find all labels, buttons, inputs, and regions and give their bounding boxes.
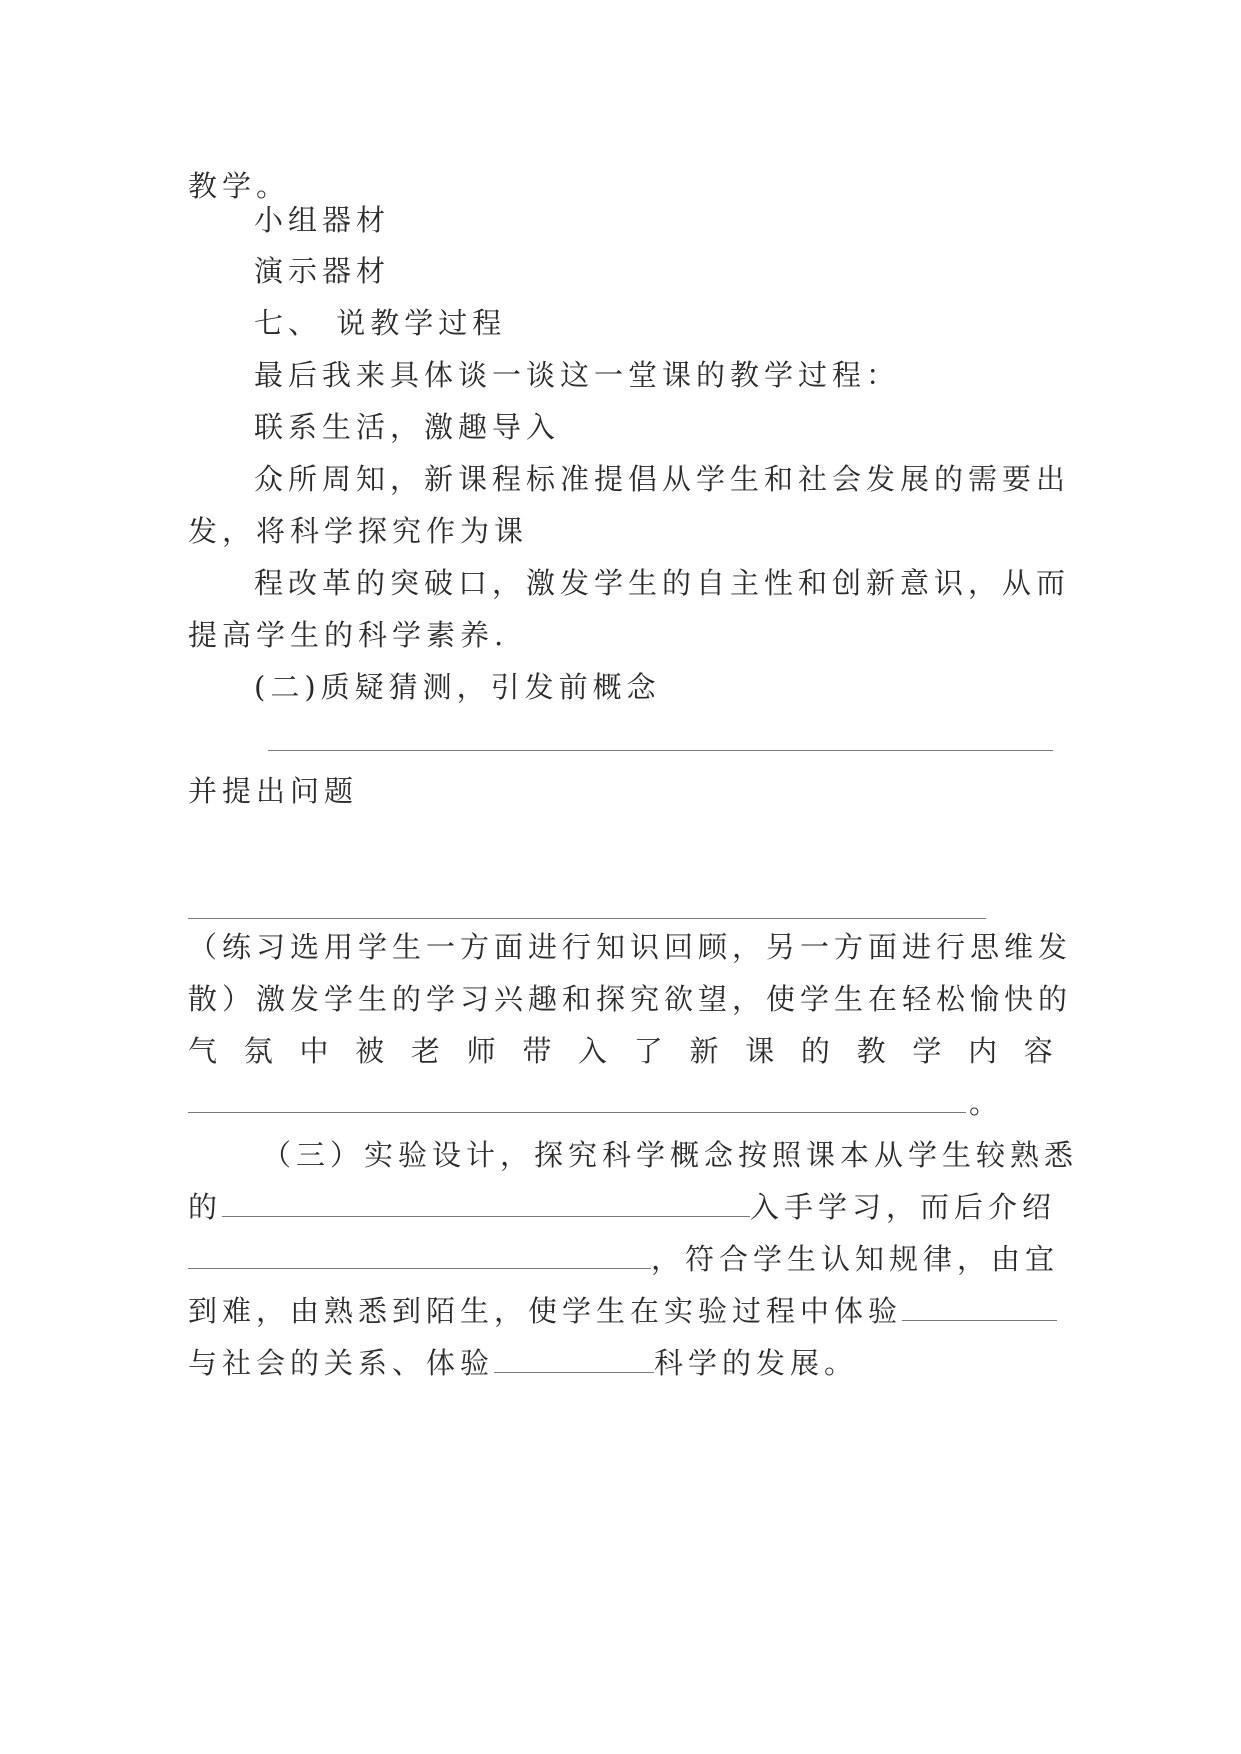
- text-line: [188, 1343, 858, 1383]
- section-heading: 七、 说教学过程: [254, 306, 507, 340]
- text-line: 发，将科学探究作为课: [188, 514, 529, 548]
- fill-blank-line: [268, 750, 1053, 751]
- spread-text-line: [188, 1031, 1053, 1071]
- char: 师: [466, 1034, 496, 1068]
- text-fragment: 科学的发展。: [654, 1346, 859, 1380]
- char: 的: [800, 1034, 830, 1068]
- text-line: 演示器材: [254, 254, 391, 288]
- text-line: 最后我来具体谈一谈这一堂课的教学过程：: [254, 358, 901, 392]
- text-line: 众所周知，新课程标准提倡从学生和社会发展的需要出: [254, 462, 1071, 496]
- fill-blank: [494, 1346, 654, 1373]
- char: 气: [188, 1034, 218, 1068]
- char: 老: [410, 1034, 440, 1068]
- char: 入: [578, 1034, 608, 1068]
- text-line: 并提出问题: [188, 774, 359, 808]
- subheading: (二)质疑猜测，引发前概念: [254, 670, 661, 704]
- char: 容: [1023, 1034, 1053, 1068]
- text-line: 提高学生的科学素养.: [188, 618, 509, 652]
- text-fragment: 与社会的关系、体验: [188, 1346, 495, 1380]
- text-line: [188, 1187, 1056, 1227]
- period-mark: 。: [969, 1086, 1004, 1120]
- text-line: （练习选用学生一方面进行知识回顾，另一方面进行思维发: [188, 930, 1073, 964]
- text-line: [188, 1239, 1059, 1279]
- text-fragment: 到难，由熟悉到陌生，使学生在实验过程中体验: [188, 1294, 903, 1328]
- char: 学: [912, 1034, 942, 1068]
- fill-blank: [188, 1242, 651, 1269]
- char: 带: [522, 1034, 552, 1068]
- subheading: （三）实验设计，探究科学概念按照课本从学生较熟悉: [262, 1138, 1079, 1172]
- char: 氛: [243, 1034, 273, 1068]
- subheading: 联系生活，激趣导入: [254, 410, 561, 444]
- text-line: 教学。: [188, 169, 291, 203]
- char: 新: [689, 1034, 719, 1068]
- char: 课: [745, 1034, 775, 1068]
- text-line: 散）激发学生的学习兴趣和探究欲望，使学生在轻松愉快的: [188, 982, 1073, 1016]
- fill-blank: [902, 1294, 1057, 1321]
- text-line: 小组器材: [254, 203, 391, 237]
- fill-blank-line: [188, 1112, 966, 1113]
- fill-blank-line: [188, 918, 986, 919]
- text-line: [188, 1291, 1057, 1331]
- char: 中: [299, 1034, 329, 1068]
- char: 内: [968, 1034, 998, 1068]
- char: 被: [355, 1034, 385, 1068]
- text-fragment: 的: [188, 1190, 223, 1224]
- text-fragment: ，符合学生认知规律，由宜: [651, 1242, 1060, 1276]
- char: 了: [633, 1034, 663, 1068]
- text-fragment: 入手学习，而后介绍: [750, 1190, 1057, 1224]
- char: 教: [856, 1034, 886, 1068]
- text-line: 程改革的突破口，激发学生的自主性和创新意识，从而: [254, 566, 1071, 600]
- fill-blank: [222, 1190, 750, 1217]
